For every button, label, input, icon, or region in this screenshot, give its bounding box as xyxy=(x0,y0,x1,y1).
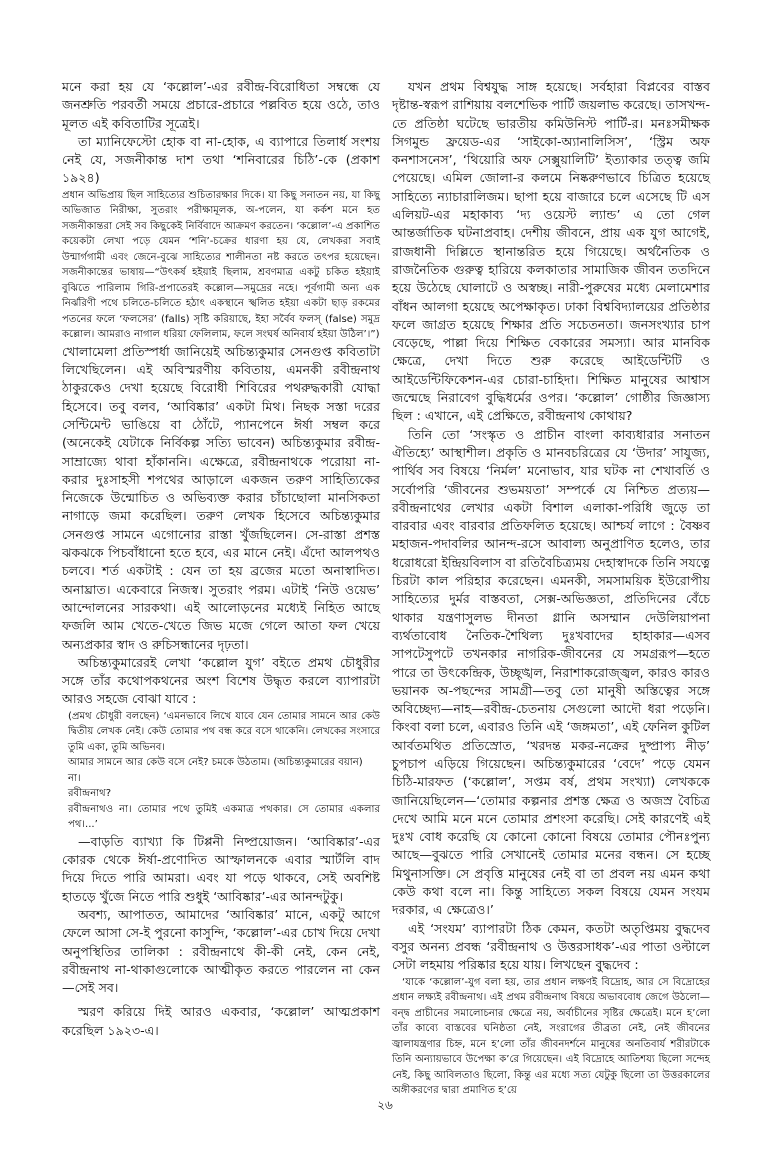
left-column xyxy=(62,78,380,1040)
paragraph: —বাড়তি ব্যাখ্যা কি টিপ্পনী নিষ্প্রয়োজন। ‘আবিষ্কার’-এর কোরক থেকে ঈর্ষা-প্রণোদিত আস্ফালনকে এবার স্মার্টলি বাদ দিয়ে দিতে পারি আমরা। এবং যা পড়ে থাকবে, সেই অবশিষ্ট হাতড়ে খুঁজে নিতে পারি শুধুই ‘আবিষ্কার’-এর আনন্দটুকু। xyxy=(62,833,380,904)
paragraph: অচিন্ত্যকুমারেরই লেখা ‘কল্লোল যুগ’ বইতে প্রমথ চৌধুরীর সঙ্গে তাঁর কথোপকথনের অংশ বিশেষ উদ্ধৃত করলে ব্যাপারটা আরও সহজে বোঝা যাবে : xyxy=(62,654,380,707)
small-paragraph: রবীন্দ্রনাথ? xyxy=(68,788,112,800)
small-paragraph: প্রধান অভিপ্রায় ছিল সাহিত্যের শুচিতারক্ষার দিকে। যা কিছু সনাতন নয়, যা কিছু অভিজাত নিরীক্ষা, সুতরাং পরীক্ষামূলক, অ-পলেন, যা কর্কশ মনে হত সজনীকান্তরা সেই সব কিছুকেই নির্বিবাদে আক্রমণ করতেন। ‘কল্লোল’-এ প্রকাশিত কয়েকটা লেখা পড়ে যেমন ‘শনি’-চক্রের ধারণা হয় যে, লেখকরা সবাই উন্মার্গগামী এবং জেনে-বুঝে সাহিত্যের শালীনতা নষ্ট করতে তৎপর হয়েছেন। সজনীকান্তের ভাষায়—“উৎকর্ষ হইয়াই ছিলাম, শ্রবণমাত্র একটু চকিত হইয়াই বুঝিতে পারিলাম গিরি-প্রপাতেরই কল্লোল—সমুদ্রের নহে। পূর্বগামী অন্য এক নির্ঝরিণী পথে চলিতে-চলিতে হঠাৎ একস্থানে স্খলিত হইয়া একটা ছাড় রকমের পতনের ফলে ‘ফলসের’ (falls) সৃষ্টি করিয়াছে, ইহা সর্বৈব ফলস্ (false) সমুদ্র কল্লোল। আমরাও নাগাল ধরিয়া ফেলিলাম, ফলে সংঘর্ষ অনিবার্য হইয়া উঠিল’।”) xyxy=(62,189,380,341)
small-paragraph: (প্রমথ চৌধুরী বলছেন) ‘এমনভাবে লিখে যাবে যেন তোমার সামনে আর কেউ দ্বিতীয় লেখক নেই। কেউ তোমার পথ বন্ধ করে বসে থাকেনি। লেখকের সংসারে তুমি একা, তুমি অভিনব। xyxy=(68,710,380,753)
paragraph: স্মরণ করিয়ে দিই আরও একবার, ‘কল্লোল’ আত্মপ্রকাশ করেছিল ১৯২৩-এ। xyxy=(62,1004,380,1038)
small-paragraph: আমার সামনে আর কেউ বসে নেই? চমকে উঠতাম। (অচিন্ত্যকুমারের বয়ান) xyxy=(68,757,363,769)
right-column xyxy=(392,78,710,1099)
paragraph: যখন প্রথম বিশ্বযুদ্ধ সাঙ্গ হয়েছে। সর্বহারা বিপ্লবের বাস্তব দৃষ্টান্ত-স্বরূপ রাশিয়ায় বলশেভিক পার্টি জয়লাভ করেছে। তাসখন্দ-তে প্রতিষ্ঠা ঘটেছে ভারতীয় কমিউনিস্ট পার্টি-র। মনঃসমীক্ষক সিগমুন্ড ফ্রয়েড-এর ‘সাইকো-অ্যানালিসিস’, ‘স্ট্রিম অফ কনশাসনেস’, ‘থিয়োরি অফ সেক্সুয়ালিটি’ ইত্যাকার তত্ত্ব জমি পেয়েছে। এমিল জোলা-র কলমে নিষ্করুণভাবে চিত্রিত হয়েছে সাহিত্যে ন্যাচারালিজম। ছাপা হয়ে বাজারে চলে এসেছে টি এস এলিয়ট-এর মহাকাব্য ‘দ্য ওয়েস্ট ল্যান্ড’ এ তো গেল আন্তর্জাতিক ঘটনাপ্রবাহ। দেশীয় জীবনে, প্রায় এক যুগ আগেই, রাজধানী দিল্লিতে স্থানান্তরিত হয়ে গিয়েছে। অর্থনৈতিক ও রাজনৈতিক গুরুত্ব হারিয়ে কলকাতার সামাজিক জীবন ততদিনে হয়ে উঠেছে ঘোলাটে ও অস্বচ্ছ। নারী-পুরুষের মধ্যে মেলামেশার বাঁধন আলগা হয়েছে অপেক্ষাকৃত। ঢাকা বিশ্ববিদ্যালয়ের প্রতিষ্ঠার ফলে জাগ্রত হয়েছে শিক্ষার প্রতি সচেতনতা। জনসংখ্যার চাপ বেড়েছে, পাল্লা দিয়ে শিক্ষিত বেকারের সমস্যা। আর মানবিক ক্ষেত্রে, দেখা দিতে শুরু করেছে আইডেন্টিটি ও আইডেন্টিফিকেশন-এর চোরা-চাহিদা। শিক্ষিত মানুষের আশ্বাস জন্মেছে নিরাবেগ বুদ্ধিধর্মের ওপর। ‘কল্লোল’ গোষ্ঠীর জিজ্ঞাস্য ছিল : এখানে, এই প্রেক্ষিতে, রবীন্দ্রনাথ কোথায়? xyxy=(392,79,710,424)
paragraph: মনে করা হয় যে ‘কল্লোল’-এর রবীন্দ্র-বিরোধিতা সম্বন্ধে যে জনশ্রুতি পরবর্তী সময়ে প্রচারে-প্রচারে পল্লবিত হয়ে ওঠে, তাও মূলত এই কবিতাটির সূত্রেই। xyxy=(62,79,380,131)
page-number: ২৬ xyxy=(377,1098,393,1112)
paragraph: অবশ্য, আপাতত, আমাদের ‘আবিষ্কার’ মানে, একটু আগে ফেলে আসা সে-ই পুরনো কাসুন্দি, ‘কল্লোল’-এর চোখ দিয়ে দেখা অনুপস্থিতির তালিকা : রবীন্দ্রনাথে কী-কী নেই, কেন নেই, রবীন্দ্রনাথ না-থাকাগুলোকে আত্মীকৃত করতে পারলেন না কেন—সেই সব। xyxy=(62,906,380,996)
small-paragraph: রবীন্দ্রনাথও না। তোমার পথে তুমিই একমাত্র পথকার। সে তোমার একলার পথ।...’ xyxy=(68,803,380,831)
small-paragraph: ‘যাকে ‘কল্লোল’-যুগ বলা হয়, তার প্রধান লক্ষণই বিদ্রোহ, আর সে বিদ্রোহের প্রধান লক্ষ্যই রবীন্দ্রনাথ। এই প্রথম রবীন্দ্রনাথ বিষয়ে অভাববোধ জেগে উঠলো—বন্দ্ব প্রাচীনের সমালোচনার ক্ষেত্রে নয়, অর্বাচীনের সৃষ্টির ক্ষেত্রেই। মনে হ’লো তাঁর কাব্যে বাস্তবের ঘনিষ্ঠতা নেই, সংরাগের তীব্রতা নেই, নেই জীবনের জ্বালাযন্ত্রণার চিহ্ন, মনে হ’লো তাঁর জীবনদর্শনে মানুষের অনতিবার্য শরীরটাকে তিনি অন্যায়ভাবে উপেক্ষা ক’রে গিয়েছেন। এই বিদ্রোহে আতিশয্য ছিলো সন্দেহ নেই, কিছু আবিলতাও ছিলো, কিন্তু এর মধ্যে সত্য যেটুকু ছিলো তা উত্তরকালের অঙ্গীকরণের দ্বারা প্রমাণিত হ’য়ে xyxy=(392,976,710,1097)
paragraph: তিনি তো ‘সংস্কৃত ও প্রাচীন বাংলা কাব্যধারার সনাতন ঐতিহ্যে’ আস্থাশীল। প্রকৃতি ও মানবচরিত্রের যে ‘উদার’ সাযুজ্য, পার্থিব সব বিষয়ে ‘নির্মল’ মনোভাব, যার ঘটক না শেখাবর্তি ও সর্বোপরি ‘জীবনের শুভময়তা’ সম্পর্কে যে নিশ্চিত প্রত্যয়—রবীন্দ্রনাথের লেখার একটা বিশাল এলাকা-পরিধি জুড়ে তা বারবার এবং বারবার প্রতিফলিত হয়েছে। আশ্চর্য লাগে : বৈষ্ণব মহাজন-পদাবলির আনন্দ-রসে আবাল্য অনুপ্রাণিত হলেও, তার ধরোধরো ইন্দ্রিয়বিলাস বা রতিবৈচিত্র্যময় দেহাস্বাদকে তিনি সযত্নে চিরটা কাল পরিহার করেছেন। এমনকী, সমসাময়িক ইউরোপীয় সাহিত্যের দুর্মর বাস্তবতা, সেক্স-অভিজ্ঞতা, প্রতিদিনের বেঁচে থাকার যন্ত্রণাসুলভ দীনতা গ্লানি অসম্মান দেউলিয়াপনা ব্যর্থতাবোধ নৈতিক-শৈথিল্য দুঃখবাদের হাহাকার—এসব সাপটেসুপটে তখনকার নাগরিক-জীবনের যে সমগ্ররূপ—হতে পারে তা উৎকেন্দ্রিক, উচ্ছৃঙ্খল, নিরাশাকরোজ্জ্বল, কারও কারও ভয়ানক অ-পছন্দের সামগ্রী—তবু তো মানুষী অস্তিত্বের সঙ্গে অবিচ্ছেদ্য—নাহ—রবীন্দ্র-চেতনায় সেগুলো আদৌ ধরা পড়েনি। কিংবা বলা চলে, এবারও তিনি এই ‘জঙ্গমতা’, এই ফেনিল কুটিল আর্বতমথিত প্রতিস্রোত, ‘খরদন্ত মকর-নক্রের দুষ্প্রাপ্য নীড়’ চুপচাপ এড়িয়ে গিয়েছেন। অচিন্ত্যকুমারের ‘বেদে’ পড়ে যেমন চিঠি-মারফত (‘কল্লোল’, সপ্তম বর্ষ, প্রথম সংখ্যা) লেখককে জানিয়েছিলেন—‘তোমার কল্পনার প্রশস্ত ক্ষেত্র ও অজস্র বৈচিত্র দেখে আমি মনে মনে তোমার প্রশংসা করেছি। সেই কারণেই এই দুঃখ বোধ করেছি যে কোনো কোনো বিষয়ে তোমার পৌনঃপুন্য আছে—বুঝতে পারি সেখানেই তোমার মনের বন্ধন। সে হচ্ছে মিথুনাসক্তি। সে প্রবৃত্তি মানুষের নেই বা তা প্রবল নয় এমন কথা কেউ কথা বলে না। কিন্তু সাহিত্যে সকল বিষয়ে যেমন সংযম দরকার, এ ক্ষেত্রেও।’ xyxy=(392,426,710,918)
small-paragraph: না। xyxy=(68,772,81,784)
paragraph: খোলামেলা প্রতিস্পর্ধা জানিয়েই অচিন্ত্যকুমার সেনগুপ্ত কবিতাটা লিখেছিলেন। এই অবিস্মরণীয় কবিতায়, এমনকী রবীন্দ্রনাথ ঠাকুরকেও দেখা হয়েছে বিরোধী শিবিরের পথরুদ্ধকারী যোদ্ধা হিসেবে। তবু বলব, ‘আবিষ্কার’ একটা মিথ। নিছক সস্তা দরের সেন্টিমেন্ট ভাঙিয়ে বা ঠোঁটে, প্যানপেনে ঈর্ষা সম্বল করে (অনেকেই যেটাকে নির্বিকল্প সত্যি ভাবেন) অচিন্ত্যকুমার রবীন্দ্র-সাম্রাজ্যে থাবা হাঁকাননি। এক্ষেত্রে, রবীন্দ্রনাথকে পরোয়া না-করার দুঃসাহসী শপথের আড়ালে একজন তরুণ সাহিত্যিকের নিজেকে উন্মোচিত ও অভিব্যক্ত করার চাঁচাছোলা মানসিকতা নাগাড়ে জমা করেছিল। তরুণ লেখক হিসেবে অচিন্ত্যকুমার সেনগুপ্ত সামনে এগোনোর রাস্তা খুঁজছিলেন। সে-রাস্তা প্রশস্ত ঝকঝকে পিচবাঁধানো হতে হবে, এর মানে নেই। এঁদো আলপথও চলবে। শর্ত একটাই : যেন তা হয় ব্রজের মতো অনাস্বাদিত। অনাঘ্রাত। একেবারে নিজস্ব। সুতরাং পরম। এটাই ‘নিউ ওয়েভ’ আন্দোলনের সারকথা। এই আলোড়নের মধ্যেই নিহিত আছে ফজলি আম খেতে-খেতে জিভ মজে গেলে আতা ফল খেয়ে অন্যপ্রকার স্বাদ ও রুচিসন্ধানের দৃঢ়তা। xyxy=(62,343,380,652)
paragraph: তা ম্যানিফেস্টো হোক বা না-হোক, এ ব্যাপারে তিলার্ধ সংশয় নেই যে, সজনীকান্ত দাশ তথা ‘শনিবারের চিঠি’-কে (প্রকাশ ১৯২৪) xyxy=(62,133,380,186)
paragraph: এই ‘সংযম’ ব্যাপারটা ঠিক কেমন, কতটা অতৃপ্তিময় বুদ্ধদেব বসুর অনন্য প্রবন্ধ ‘রবীন্দ্রনাথ ও উত্তরসাধক’-এর পাতা ওল্টালে সেটা লহমায় পরিষ্কার হয়ে যায়। লিখছেন বুদ্ধদেব : xyxy=(392,920,710,973)
